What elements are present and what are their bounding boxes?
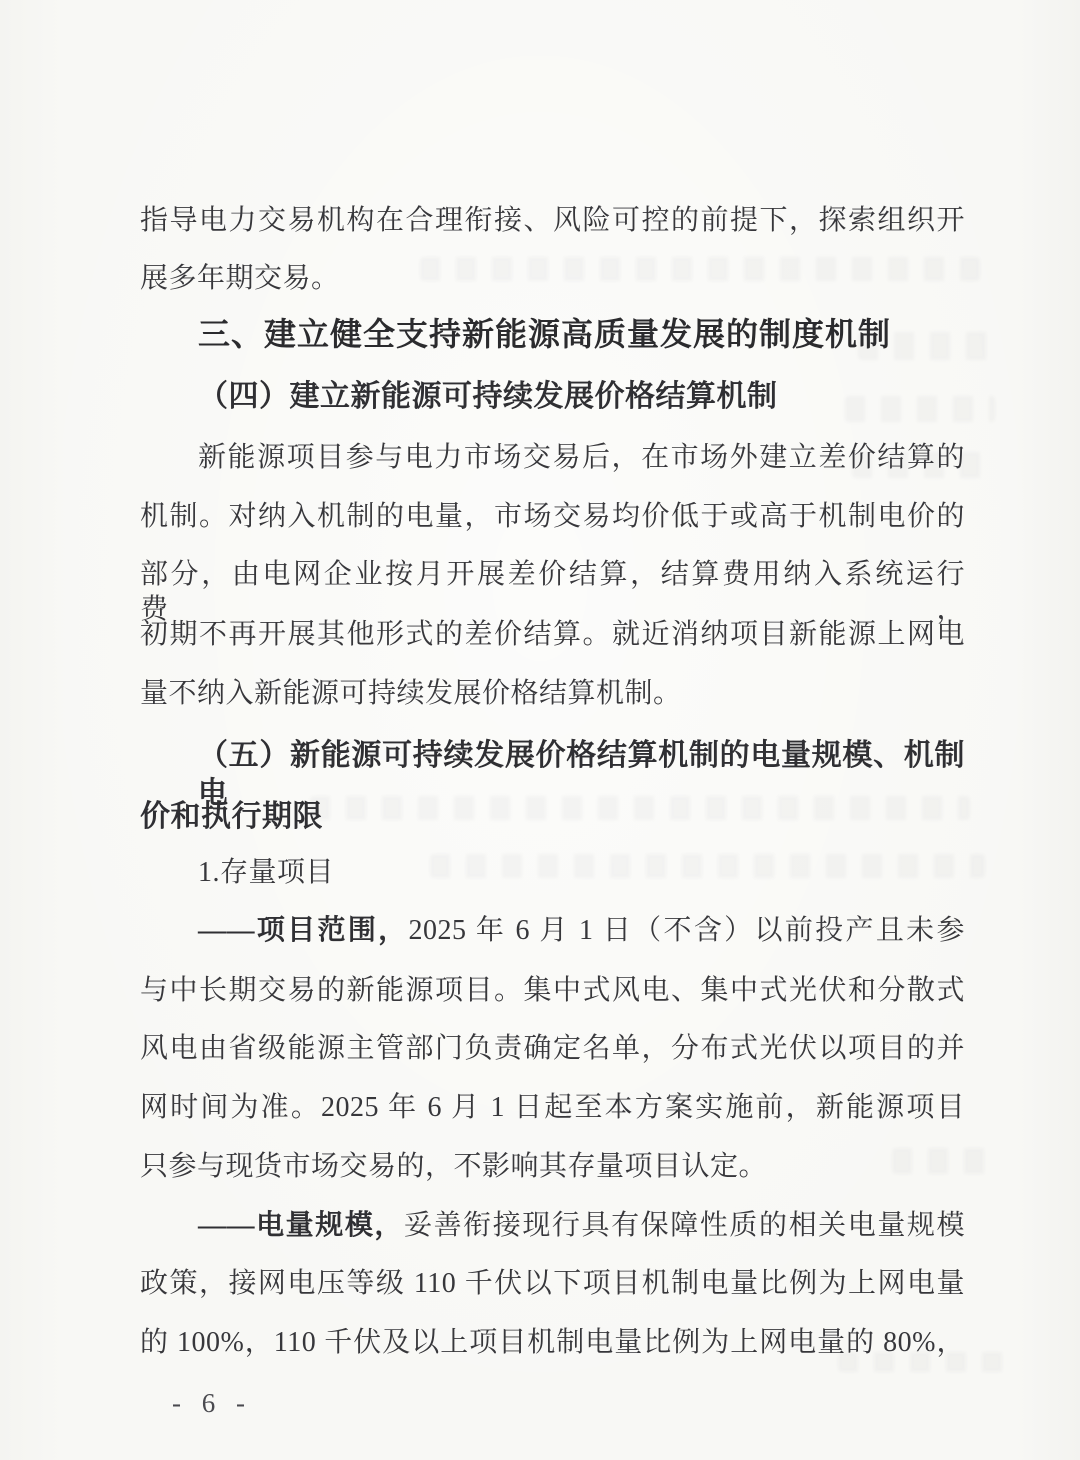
paragraph-line: 新能源项目参与电力市场交易后，在市场外建立差价结算的 — [198, 442, 965, 473]
paragraph-line: 机制。对纳入机制的电量，市场交易均价低于或高于机制电价的 — [140, 501, 965, 532]
section-heading: 三、建立健全支持新能源高质量发展的制度机制 — [198, 316, 892, 352]
paragraph-line: 的 100%，110 千伏及以上项目机制电量比例为上网电量的 80%， — [140, 1327, 965, 1358]
paragraph-line — [140, 1208, 965, 1243]
inline-bold-label: ——项目范围， — [198, 915, 409, 946]
paragraph-line: 网时间为准。2025 年 6 月 1 日起至本方案实施前，新能源项目 — [140, 1092, 965, 1123]
inline-text: 妥善衔接现行具有保障性质的相关电量规模 — [404, 1210, 965, 1241]
paragraph-line: 只参与现货市场交易的，不影响其存量项目认定。 — [140, 1151, 768, 1182]
paragraph-line: 初期不再开展其他形式的差价结算。就近消纳项目新能源上网电 — [140, 619, 965, 650]
subsection-heading: 价和执行期限 — [140, 800, 323, 833]
subsection-heading: （四）建立新能源可持续发展价格结算机制 — [198, 380, 778, 413]
paragraph-line: 部分，由电网企业按月开展差价结算，结算费用纳入系统运行费， — [140, 559, 965, 625]
list-item-heading: 1.存量项目 — [198, 857, 335, 888]
subsection-heading: （五）新能源可持续发展价格结算机制的电量规模、机制电 — [198, 739, 965, 810]
paragraph-line: 展多年期交易。 — [140, 263, 340, 294]
paragraph-line: 政策，接网电压等级 110 千伏以下项目机制电量比例为上网电量 — [140, 1268, 965, 1299]
paragraph-line — [140, 913, 965, 948]
paragraph-line: 量不纳入新能源可持续发展价格结算机制。 — [140, 678, 682, 709]
paragraph-line: 风电由省级能源主管部门负责确定名单，分布式光伏以项目的并 — [140, 1033, 965, 1064]
inline-text: 2025 年 6 月 1 日（不含）以前投产且未参 — [408, 915, 965, 946]
inline-bold-label: ——电量规模， — [198, 1210, 404, 1241]
paragraph-line: 指导电力交易机构在合理衔接、风险可控的前提下，探索组织开 — [140, 205, 965, 236]
page-number: - 6 - — [172, 1388, 252, 1418]
paragraph-line: 与中长期交易的新能源项目。集中式风电、集中式光伏和分散式 — [140, 975, 965, 1006]
